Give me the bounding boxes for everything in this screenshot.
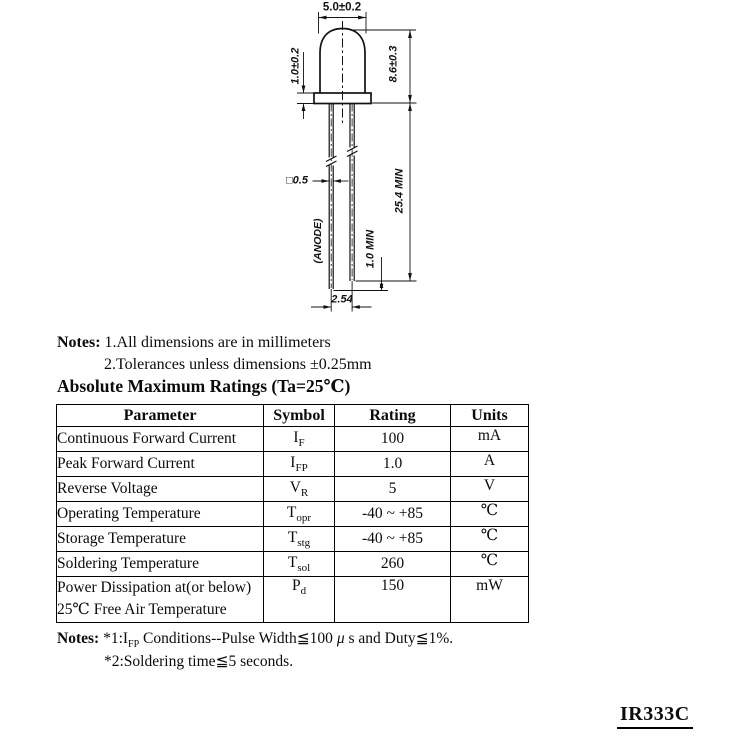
unit-cell: A [451,452,529,477]
table-row [57,427,529,452]
param-cell: Continuous Forward Current [57,427,264,452]
param-cell: Operating Temperature [57,502,264,527]
notes-bottom-label: Notes: [57,630,100,647]
header-rating: Rating [335,405,451,427]
symbol-cell: $V_R$ [264,477,335,502]
table-row [57,477,529,502]
header-symbol: Symbol [264,405,335,427]
unit-cell: mW [451,577,529,623]
footnote1-pre: *1:I [103,630,129,647]
cathode-lead [347,104,358,282]
notes-top-line1 [57,334,331,352]
notes-top-label: Notes: [57,334,101,351]
unit-cell: V [451,477,529,502]
rating-cell: 100 [335,427,451,452]
footnote1-mid: Conditions--Pulse Width≦100 [139,630,337,647]
symbol-cell: $T_{sol}$ [264,552,335,577]
dim-lead-length-label: 25.4 MIN [393,168,406,214]
anode-lead [326,104,337,290]
anode-label: (ANODE) [311,218,324,264]
footnote1-post: s and Duty≦1%. [344,630,454,647]
symbol-cell: $I_F$ [264,427,335,452]
part-number: IR333C [617,703,693,729]
notes-bottom-line1 [57,629,453,650]
unit-cell: ℃ [451,552,529,577]
unit-cell: mA [451,427,529,452]
param-cell: Storage Temperature [57,527,264,552]
symbol-cell: $P_d$ [264,577,335,623]
table-row [57,502,529,527]
rating-cell: 260 [335,552,451,577]
dim-top-width-label: 5.0±0.2 [322,1,362,14]
table-row [57,452,529,477]
rating-cell: -40 ~ +85 [335,527,451,552]
header-units: Units [451,405,529,427]
notes-top-text2: 2.Tolerances unless dimensions ±0.25mm [104,356,372,373]
rating-cell: 1.0 [335,452,451,477]
rating-cell: -40 ~ +85 [335,502,451,527]
param-cell: Soldering Temperature [57,552,264,577]
symbol-cell: $I_{FP}$ [264,452,335,477]
symbol-cell: $T_{stg}$ [264,527,335,552]
table-row [57,577,529,623]
dim-lead-tip-label: 1.0 MIN [364,229,377,269]
table-row [57,527,529,552]
rating-cell: 5 [335,477,451,502]
ratings-title: Absolute Maximum Ratings (Ta=25℃) [57,376,351,396]
dim-lead-width-label: □0.5 [286,174,308,187]
footnote1-sub: FP [128,639,140,651]
notes-bottom-line2 [104,652,293,671]
header-parameter: Parameter [57,405,264,427]
unit-cell: ℃ [451,502,529,527]
notes-top-line2 [104,356,372,374]
param-cell: Power Dissipation at(or below) 25℃ Free Air Temperature [57,577,264,623]
footnote2-text: *2:Soldering time≦5 seconds. [104,653,294,670]
param-cell: Peak Forward Current [57,452,264,477]
unit-cell: ℃ [451,527,529,552]
table-header-row [57,405,529,427]
footnote1-mu: μ [336,630,345,647]
dim-lead-pitch-label: 2.54 [331,293,353,306]
table-row [57,552,529,577]
notes-top-text1: 1.All dimensions are in millimeters [104,334,331,351]
absolute-maximum-ratings-table [56,404,529,623]
dim-body-height-label: 8.6±0.3 [387,45,400,83]
symbol-cell: $T_{opr}$ [264,502,335,527]
dim-flange-height-label: 1.0±0.2 [289,47,302,85]
param-cell: Reverse Voltage [57,477,264,502]
rating-cell: 150 [335,577,451,623]
